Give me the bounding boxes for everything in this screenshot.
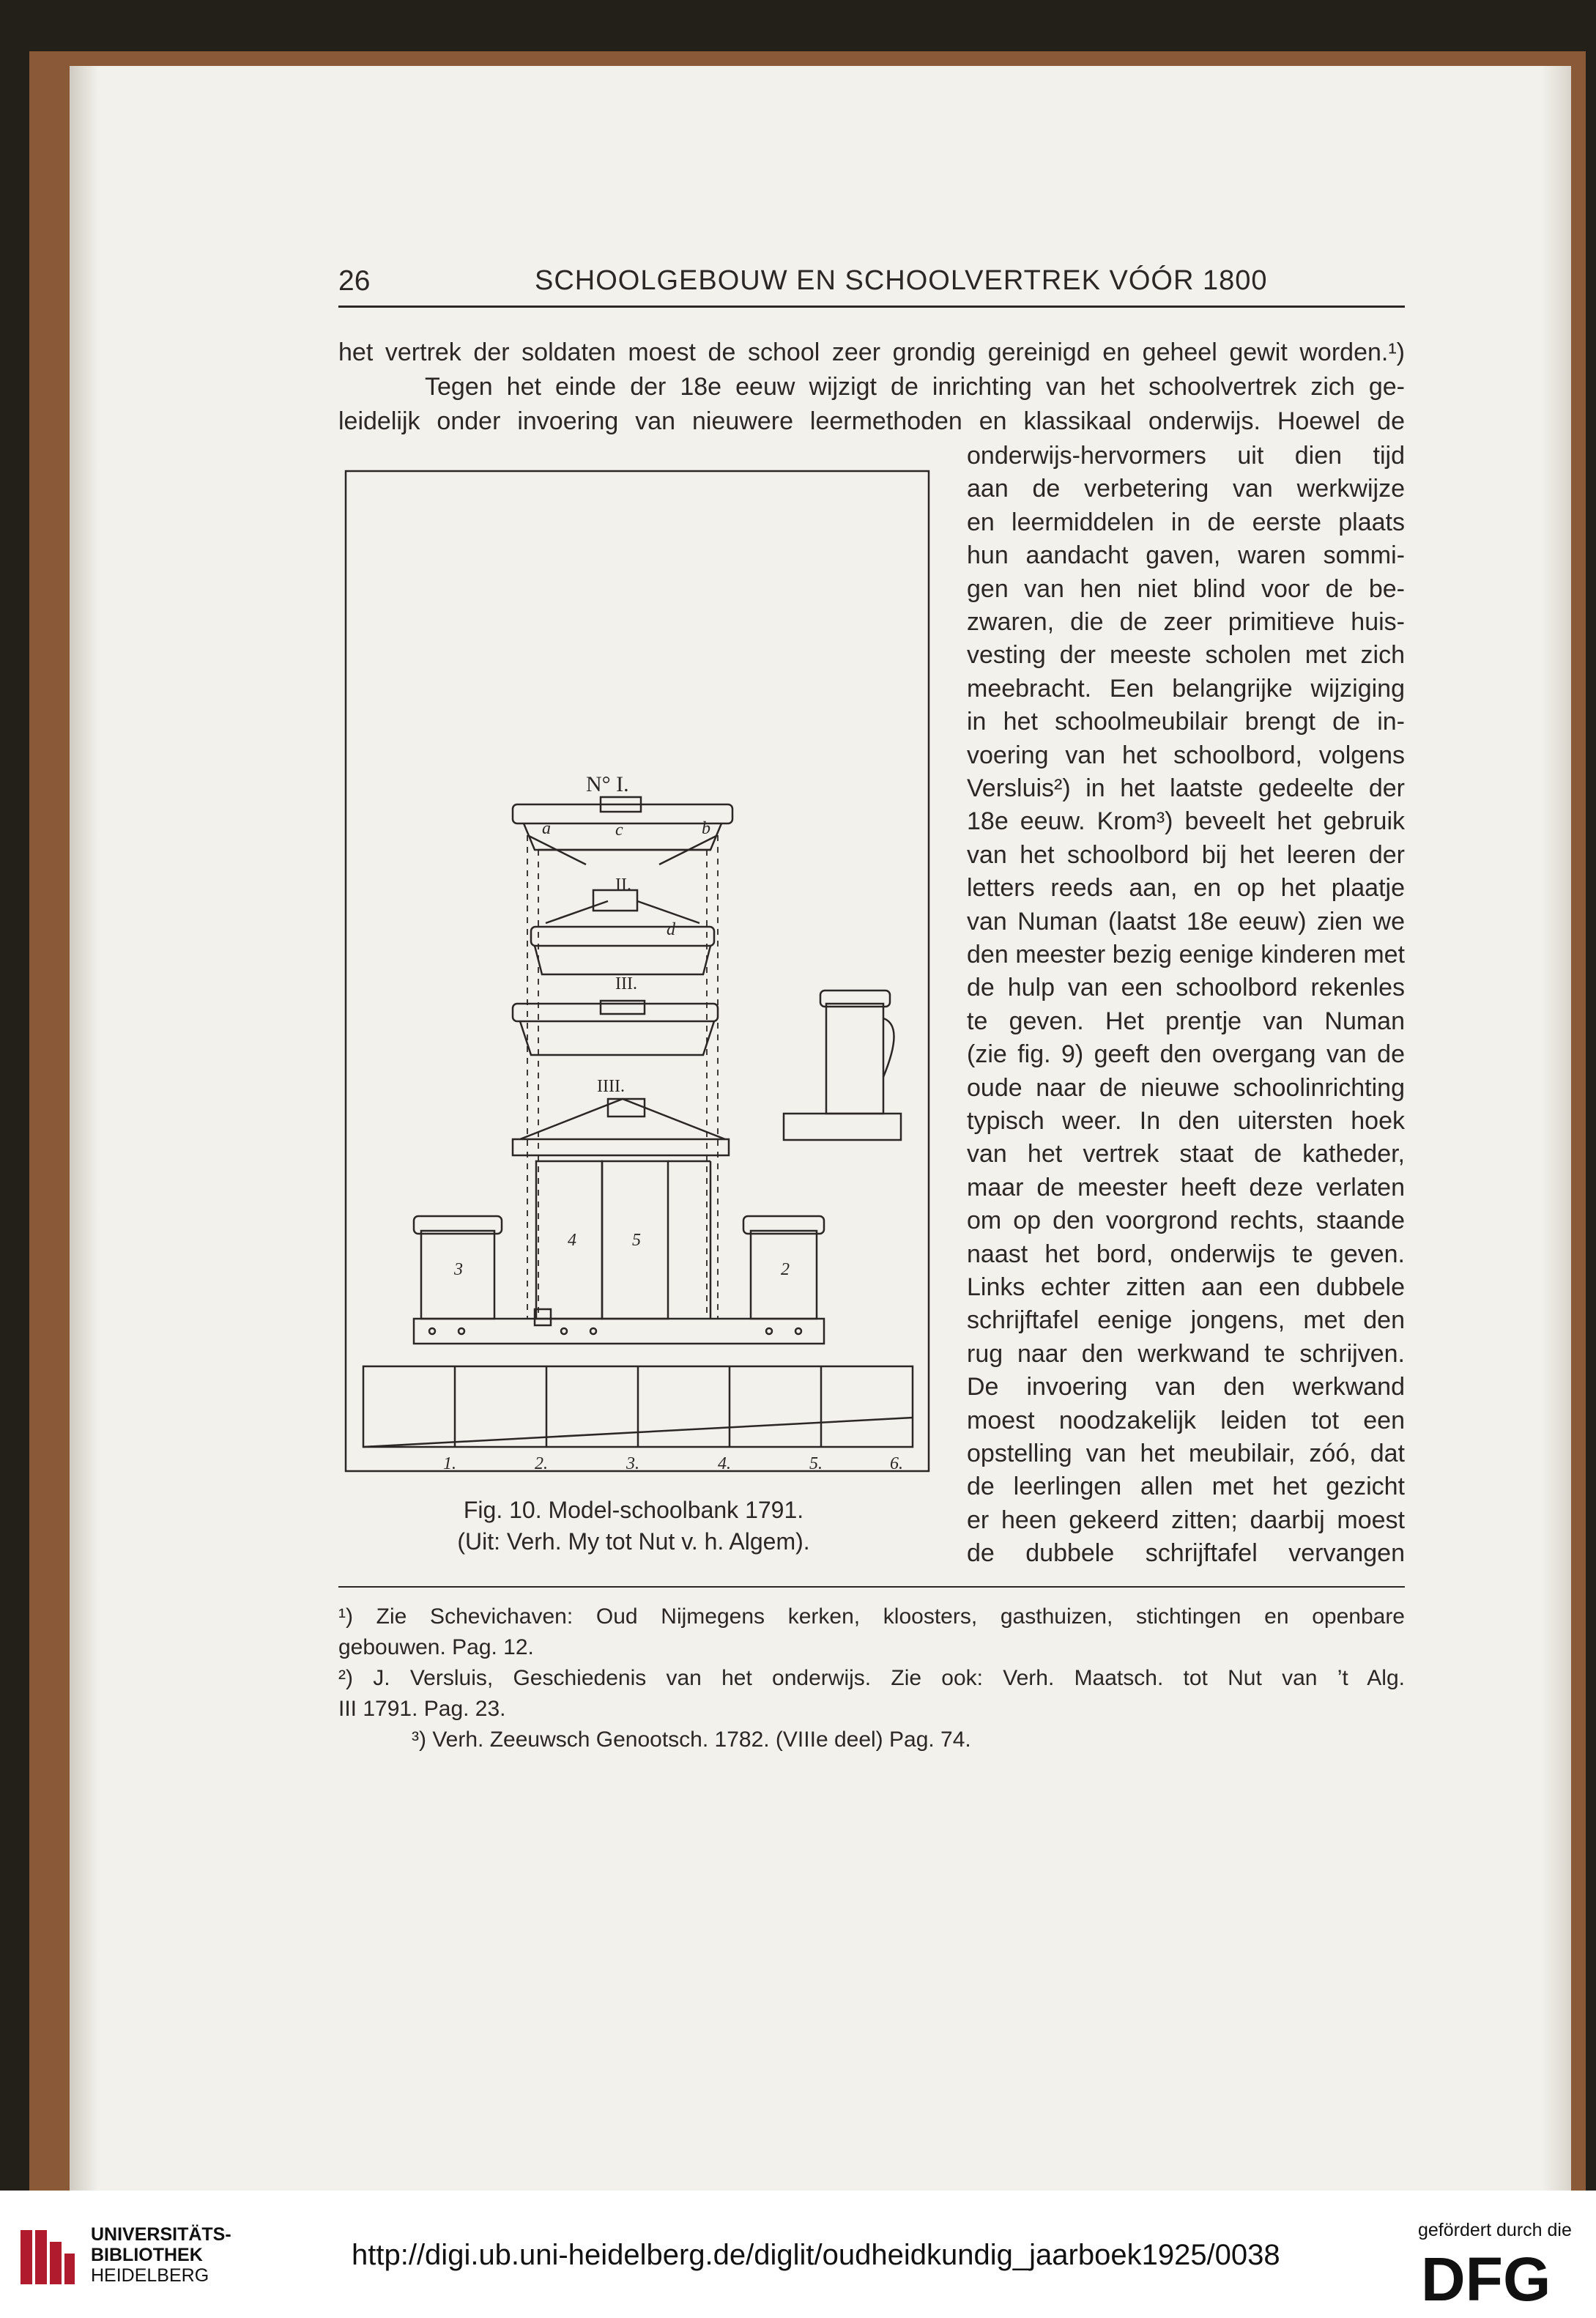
page-number: 26 (338, 265, 371, 297)
bench-3 (513, 1004, 718, 1021)
letter-label: a (542, 819, 551, 838)
scale-label: 3. (626, 1454, 639, 1473)
column-line: (zie fig. 9) geeft den overgang van de (967, 1040, 1405, 1068)
figure-frame (346, 471, 929, 1471)
column-line: Links echter zitten aan een dubbele (967, 1273, 1405, 1301)
scale-label: 6. (890, 1454, 903, 1473)
bench-2 (531, 927, 714, 946)
dfg-logo-icon (1421, 2248, 1575, 2306)
label-n1: N° I. (586, 772, 629, 796)
running-head: SCHOOLGEBOUW EN SCHOOLVERTREK VÓÓR 1800 (535, 265, 1268, 296)
footnote-rule (338, 1586, 1405, 1588)
source-url-link[interactable]: http://digi.ub.uni-heidelberg.de/diglit/oudheidkundig_jaarboek1925/0038 (352, 2239, 1280, 2271)
body-line: het vertrek der soldaten moest de school zeer grondig gereinigd en geheel gewit worden.¹) (338, 338, 1405, 366)
bench-4 (520, 1099, 725, 1139)
scale-label: 4. (718, 1454, 731, 1473)
column-line: naast het bord, onderwijs te geven. (967, 1240, 1405, 1268)
figure-caption (344, 1495, 923, 1558)
label-n3: III. (615, 974, 637, 993)
figure-model-schoolbank (344, 469, 930, 1473)
column-line: moest noodzakelijk leiden tot een (967, 1407, 1405, 1434)
column-line: oude naar de nieuwe schoolinrichting (967, 1074, 1405, 1102)
column-line: onderwijs-hervormers uit dien tijd (967, 442, 1405, 470)
column-line: typisch weer. In den uitersten hoek (967, 1107, 1405, 1135)
column-line: de leerlingen allen met het gezicht (967, 1473, 1405, 1500)
scale-label: 5. (809, 1454, 823, 1473)
column-line: in het schoolmeubilair brengt de in- (967, 708, 1405, 736)
column-line: er heen gekeerd zitten; daarbij moest (967, 1506, 1405, 1534)
column-line: schrijftafel eenige jongens, met den (967, 1306, 1405, 1334)
column-line: van Numan (laatst 18e eeuw) zien we (967, 908, 1405, 936)
column-line: meebracht. Een belangrijke wijziging (967, 675, 1405, 703)
column-line: en leermiddelen in de eerste plaats (967, 508, 1405, 536)
funder-text: gefördert durch die (1418, 2220, 1572, 2240)
column-line: letters reeds aan, en op het plaatje (967, 874, 1405, 902)
stand-label: 2 (781, 1260, 790, 1279)
label-n2: II. (615, 875, 631, 895)
svg-text:DFG: DFG (1421, 2248, 1551, 2306)
column-line: van het vertrek staat de katheder, (967, 1140, 1405, 1168)
column-line: om op den voorgrond rechts, staande (967, 1207, 1405, 1234)
page-edge-shadow (1542, 66, 1571, 2191)
footnote-1-line-1: ¹) Zie Schevichaven: Oud Nijmegens kerken, kloosters, gasthuizen, stichtingen en openbare (338, 1604, 1405, 1629)
university-library-logo-icon (18, 2227, 78, 2287)
column-line: hun aandacht gaven, waren sommi- (967, 541, 1405, 569)
column-line: voering van het schoolbord, volgens (967, 741, 1405, 769)
library-name-line-1: UNIVERSITÄTS- (91, 2224, 231, 2245)
base-rail (414, 1319, 824, 1344)
letter-label: c (615, 821, 623, 840)
column-line: den meester bezig eenige kinderen met (967, 941, 1405, 969)
footnote-2-line-2: III 1791. Pag. 23. (338, 1697, 506, 1721)
header-rule (338, 306, 1405, 308)
scale-label: 1. (443, 1454, 456, 1473)
column-line: De invoering van den werkwand (967, 1373, 1405, 1401)
column-line: Versluis²) in het laatste gedeelte der (967, 774, 1405, 802)
footnote-2-line-1: ²) J. Versluis, Geschiedenis van het onderwijs. Zie ook: Verh. Maatsch. tot Nut van ’t Alg. (338, 1666, 1405, 1690)
letter-label: b (702, 819, 710, 838)
column-line: van het schoolbord bij het leeren der (967, 841, 1405, 869)
library-name-line-2: BIBLIOTHEK (91, 2245, 203, 2265)
caption-line-2: (Uit: Verh. My tot Nut v. h. Algem). (457, 1528, 810, 1555)
column-line: de hulp van een schoolbord rekenles (967, 974, 1405, 1001)
library-name (91, 2224, 231, 2286)
body-line: Tegen het einde der 18e eeuw wijzigt de inrichting van het schoolvertrek zich ge- (425, 373, 1405, 401)
column-line: rug naar den werkwand te schrijven. (967, 1340, 1405, 1368)
letter-label: d (667, 920, 675, 939)
column-line: te geven. Het prentje van Numan (967, 1007, 1405, 1035)
stand-label: 4 (568, 1231, 576, 1250)
stand-6 (826, 1004, 883, 1114)
stand-label: 5 (632, 1231, 641, 1250)
column-line: maar de meester heeft deze verlaten (967, 1174, 1405, 1201)
column-line: de dubbele schrijftafel vervangen (967, 1539, 1405, 1567)
library-name-line-3: HEIDELBERG (91, 2265, 209, 2286)
column-line: aan de verbetering van werkwijze (967, 475, 1405, 503)
column-line: vesting der meeste scholen met zich (967, 641, 1405, 669)
column-line: gen van hen niet blind voor de be- (967, 575, 1405, 603)
caption-line-1: Fig. 10. Model-schoolbank 1791. (463, 1497, 804, 1523)
column-line: 18e eeuw. Krom³) beveelt het gebruik (967, 807, 1405, 835)
footnote-3-line-1: ³) Verh. Zeeuwsch Genootsch. 1782. (VIIIe deel) Pag. 74. (412, 1728, 971, 1752)
footnote-1-line-2: gebouwen. Pag. 12. (338, 1635, 534, 1659)
column-line: opstelling van het meubilair, zóó, dat (967, 1440, 1405, 1467)
page-gutter-shadow (70, 66, 99, 2191)
body-line: leidelijk onder invoering van nieuwere leermethoden en klassikaal onderwijs. Hoewel de (338, 407, 1405, 435)
scale-label: 2. (535, 1454, 548, 1473)
column-line: zwaren, die de zeer primitieve huis- (967, 608, 1405, 636)
label-n4: IIII. (597, 1077, 625, 1096)
stand-label: 3 (454, 1260, 463, 1279)
